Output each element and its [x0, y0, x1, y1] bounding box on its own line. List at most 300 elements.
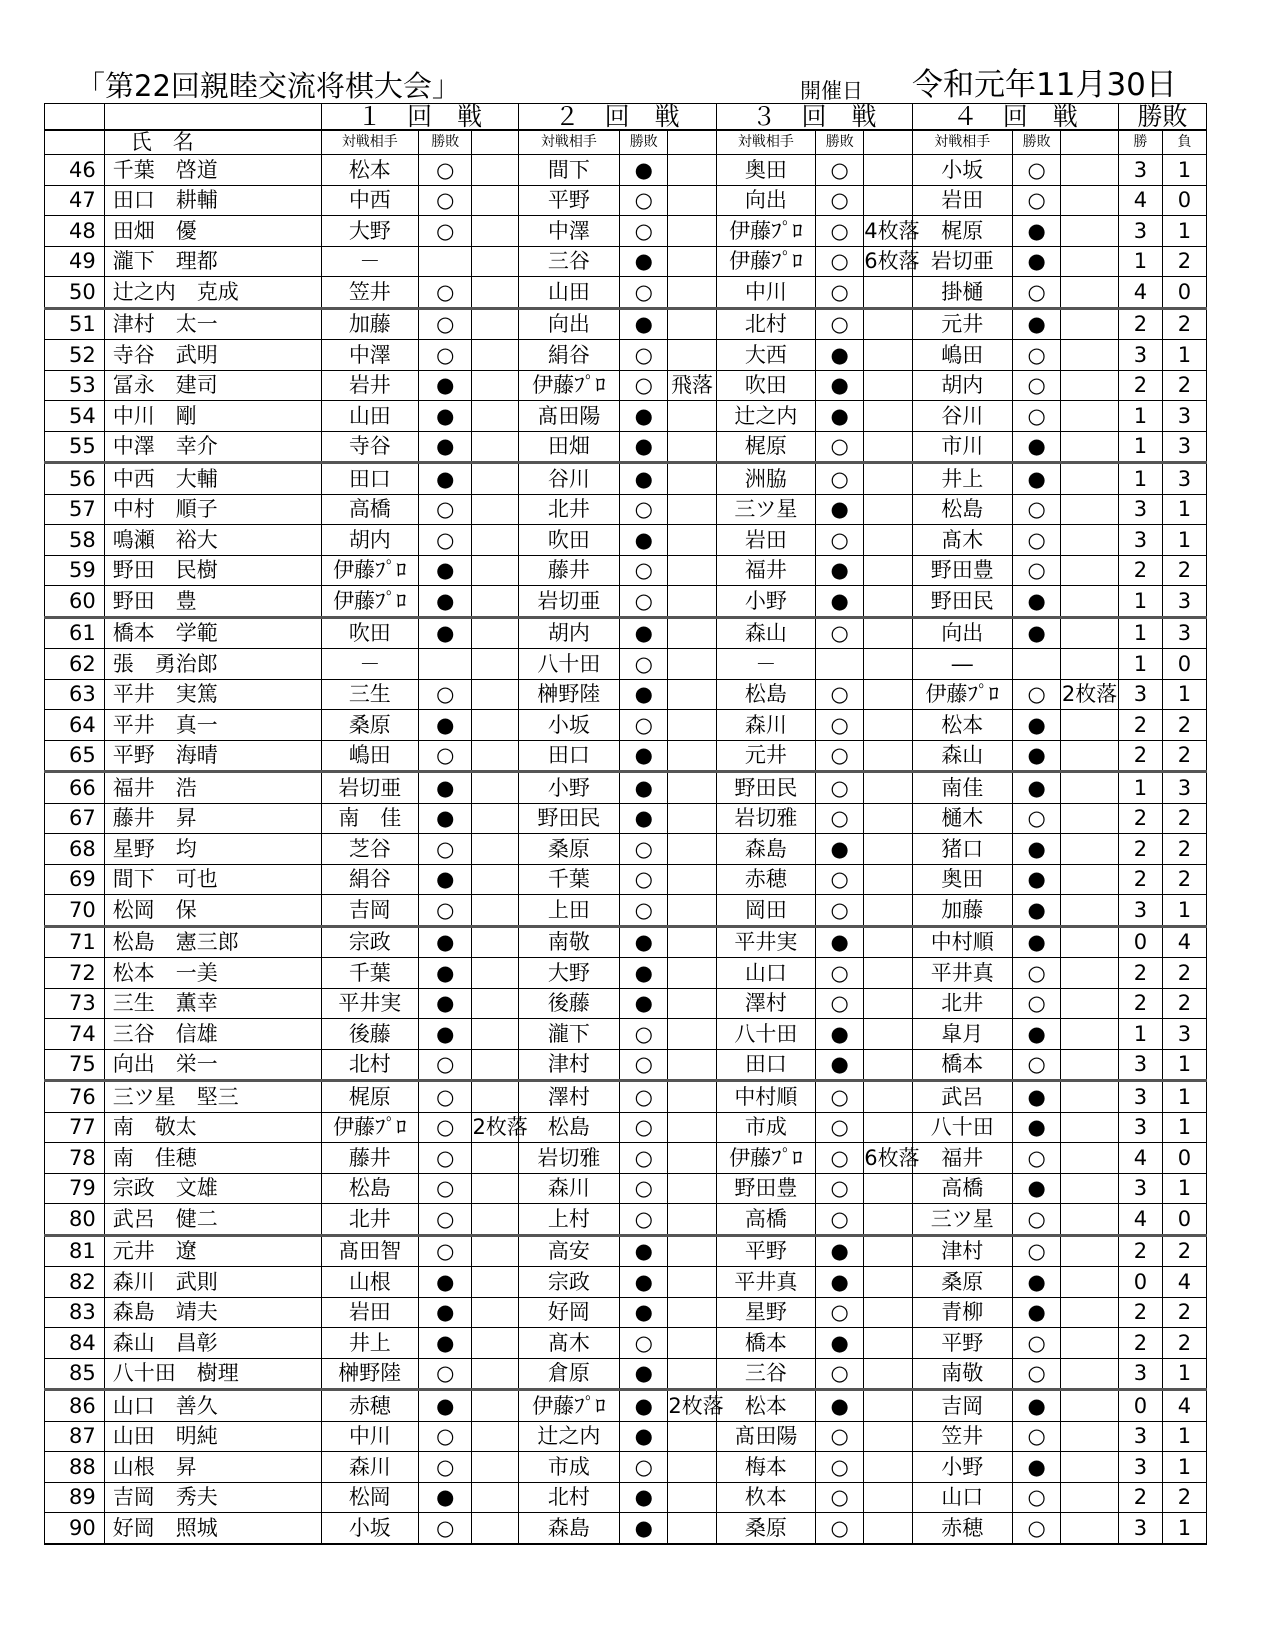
handicap-note	[472, 1328, 518, 1359]
opponent-cell: 森島	[716, 834, 816, 865]
handicap-note	[472, 1297, 518, 1328]
result-header: 勝敗	[1013, 130, 1061, 155]
table-row	[45, 679, 1207, 710]
handicap-note	[472, 895, 518, 927]
handicap-note	[472, 958, 518, 989]
losses-cell: 2	[1162, 1235, 1206, 1267]
result-mark: ●	[620, 1390, 668, 1422]
header-blank	[472, 130, 518, 155]
opponent-cell: 奥田	[912, 864, 1013, 895]
handicap-note	[1061, 649, 1119, 680]
result-header: 勝敗	[620, 130, 668, 155]
wins-cell: 3	[1118, 1421, 1162, 1452]
wins-cell: 3	[1118, 679, 1162, 710]
opponent-cell: 榊野陸	[518, 679, 620, 710]
result-mark: ●	[620, 1513, 668, 1544]
result-mark: ●	[419, 958, 472, 989]
handicap-note	[472, 1482, 518, 1513]
handicap-note	[668, 1143, 716, 1174]
opponent-cell: 津村	[518, 1049, 620, 1081]
table-row	[45, 1173, 1207, 1204]
opponent-cell: 市川	[912, 431, 1013, 463]
player-name: 中澤 幸介	[104, 431, 321, 463]
handicap-note	[668, 679, 716, 710]
opponent-cell: 北村	[321, 1049, 418, 1081]
result-mark: ●	[816, 1390, 864, 1422]
player-number: 78	[45, 1143, 105, 1174]
opponent-cell: 松本	[912, 710, 1013, 741]
player-number: 80	[45, 1204, 105, 1236]
handicap-note	[472, 1143, 518, 1174]
player-name: 平野 海晴	[104, 740, 321, 772]
handicap-note	[864, 1204, 912, 1236]
result-mark: ○	[816, 1482, 864, 1513]
name-header: 氏 名	[104, 130, 321, 155]
opponent-cell: 向出	[912, 617, 1013, 649]
handicap-note	[472, 155, 518, 186]
opponent-cell: 梶原	[716, 431, 816, 463]
handicap-note	[864, 895, 912, 927]
opponent-cell: 向出	[518, 308, 620, 340]
handicap-note	[864, 463, 912, 495]
result-mark: ○	[620, 1019, 668, 1050]
handicap-note	[1061, 586, 1119, 618]
losses-cell: 2	[1162, 246, 1206, 277]
handicap-note	[668, 864, 716, 895]
player-number: 50	[45, 277, 105, 309]
table-row	[45, 155, 1207, 186]
result-mark: ●	[620, 155, 668, 186]
opponent-cell: 奥田	[716, 155, 816, 186]
handicap-note	[668, 463, 716, 495]
table-row	[45, 1049, 1207, 1081]
player-name: 間下 可也	[104, 864, 321, 895]
handicap-note	[668, 649, 716, 680]
player-name: 瀧下 理都	[104, 246, 321, 277]
result-mark: ○	[1013, 1328, 1061, 1359]
handicap-note	[668, 958, 716, 989]
result-mark: ○	[1013, 155, 1061, 186]
opponent-cell: 髙田陽	[518, 401, 620, 432]
opponent-cell: 加藤	[912, 895, 1013, 927]
handicap-note: 飛落	[668, 370, 716, 401]
opponent-cell: 松本	[716, 1390, 816, 1422]
result-mark: ○	[816, 463, 864, 495]
opponent-cell: 森川	[321, 1452, 418, 1483]
player-number: 86	[45, 1390, 105, 1422]
player-name: 森島 靖夫	[104, 1297, 321, 1328]
opponent-cell: 赤穂	[716, 864, 816, 895]
result-mark: ●	[816, 1267, 864, 1298]
result-mark: ●	[816, 926, 864, 958]
result-mark: ●	[419, 401, 472, 432]
result-mark: ●	[1013, 308, 1061, 340]
player-name: 向出 栄一	[104, 1049, 321, 1081]
result-mark: ○	[816, 1297, 864, 1328]
handicap-note	[864, 679, 912, 710]
handicap-note	[1061, 958, 1119, 989]
handicap-note	[668, 555, 716, 586]
result-mark: ○	[816, 277, 864, 309]
handicap-note	[1061, 1421, 1119, 1452]
player-number: 66	[45, 772, 105, 804]
table-row	[45, 431, 1207, 463]
result-mark: ○	[419, 216, 472, 247]
player-number: 46	[45, 155, 105, 186]
opponent-cell: 大西	[716, 340, 816, 371]
result-mark: ●	[1013, 1081, 1061, 1113]
handicap-note	[1061, 617, 1119, 649]
handicap-note	[472, 864, 518, 895]
opponent-cell: 三ツ星	[912, 1204, 1013, 1236]
result-mark: ○	[620, 586, 668, 618]
wins-cell: 1	[1118, 649, 1162, 680]
opponent-cell: 梅本	[716, 1452, 816, 1483]
opponent-cell: 宗政	[321, 926, 418, 958]
wins-cell: 3	[1118, 1173, 1162, 1204]
handicap-note	[668, 494, 716, 525]
table-row	[45, 895, 1207, 927]
result-mark: ○	[419, 740, 472, 772]
opponent-cell: 森川	[716, 710, 816, 741]
handicap-note	[472, 1204, 518, 1236]
table-row	[45, 958, 1207, 989]
losses-cell: 1	[1162, 1173, 1206, 1204]
result-mark: ○	[816, 216, 864, 247]
opponent-cell: 寺谷	[321, 431, 418, 463]
losses-cell: 2	[1162, 803, 1206, 834]
handicap-note	[864, 864, 912, 895]
handicap-note	[1061, 494, 1119, 525]
header-blank	[864, 130, 912, 155]
result-mark: ○	[816, 1452, 864, 1483]
opponent-cell: 三谷	[716, 1358, 816, 1390]
handicap-note	[1061, 1482, 1119, 1513]
result-mark: ○	[620, 1049, 668, 1081]
wins-cell: 2	[1118, 864, 1162, 895]
opponent-cell: 松島	[716, 679, 816, 710]
result-mark: ○	[620, 340, 668, 371]
opponent-cell: 桑原	[912, 1267, 1013, 1298]
wins-cell: 1	[1118, 431, 1162, 463]
opponent-cell: 小坂	[912, 155, 1013, 186]
opponent-cell: 加藤	[321, 308, 418, 340]
player-number: 76	[45, 1081, 105, 1113]
opponent-cell: 平井真	[912, 958, 1013, 989]
record-header: 勝敗	[1118, 104, 1206, 131]
result-mark: ●	[419, 617, 472, 649]
opponent-cell: 小野	[716, 586, 816, 618]
opponent-cell: 北井	[321, 1204, 418, 1236]
result-mark: ○	[620, 1112, 668, 1143]
player-number: 87	[45, 1421, 105, 1452]
player-number: 57	[45, 494, 105, 525]
opponent-cell: 岩切亜	[518, 586, 620, 618]
opponent-cell: 野田民	[716, 772, 816, 804]
opponent-cell: 間下	[518, 155, 620, 186]
wins-cell: 1	[1118, 772, 1162, 804]
result-mark: ○	[620, 216, 668, 247]
result-mark: ●	[1013, 246, 1061, 277]
handicap-note	[1061, 246, 1119, 277]
handicap-note	[472, 617, 518, 649]
handicap-note	[1061, 1390, 1119, 1422]
wins-cell: 3	[1118, 1112, 1162, 1143]
result-mark: ○	[620, 1081, 668, 1113]
result-mark: ●	[816, 586, 864, 618]
opponent-cell: 中村順	[912, 926, 1013, 958]
handicap-note	[864, 1328, 912, 1359]
handicap-note	[668, 431, 716, 463]
opponent-cell: 岩田	[912, 185, 1013, 216]
result-mark: ●	[816, 1049, 864, 1081]
losses-cell: 3	[1162, 431, 1206, 463]
handicap-note	[864, 308, 912, 340]
opponent-cell: 樋木	[912, 803, 1013, 834]
handicap-note	[472, 185, 518, 216]
handicap-note	[864, 803, 912, 834]
result-mark: ○	[419, 679, 472, 710]
handicap-note	[1061, 1049, 1119, 1081]
wins-cell: 3	[1118, 895, 1162, 927]
opponent-cell: 野田豊	[912, 555, 1013, 586]
opponent-cell: 中西	[321, 185, 418, 216]
opponent-cell: 田口	[321, 463, 418, 495]
handicap-note	[472, 1390, 518, 1422]
wins-cell: 2	[1118, 1482, 1162, 1513]
wins-cell: 2	[1118, 555, 1162, 586]
table-row	[45, 803, 1207, 834]
handicap-note	[864, 1081, 912, 1113]
player-number: 53	[45, 370, 105, 401]
handicap-note	[472, 772, 518, 804]
handicap-note	[472, 926, 518, 958]
result-mark: ●	[419, 586, 472, 618]
opponent-cell: 岩切亜	[912, 246, 1013, 277]
player-number: 81	[45, 1235, 105, 1267]
result-mark: ○	[620, 370, 668, 401]
opponent-cell: 上村	[518, 1204, 620, 1236]
player-name: 森山 昌彰	[104, 1328, 321, 1359]
handicap-note	[1061, 1452, 1119, 1483]
table-row	[45, 649, 1207, 680]
result-mark: ○	[620, 710, 668, 741]
result-mark: ●	[620, 1482, 668, 1513]
handicap-note	[1061, 370, 1119, 401]
handicap-note	[668, 277, 716, 309]
player-name: 平井 真一	[104, 710, 321, 741]
player-number: 59	[45, 555, 105, 586]
handicap-note	[1061, 1019, 1119, 1050]
result-mark: ○	[620, 494, 668, 525]
table-row	[45, 494, 1207, 525]
table-row	[45, 864, 1207, 895]
handicap-note	[472, 277, 518, 309]
player-name: 藤井 昇	[104, 803, 321, 834]
wins-cell: 4	[1118, 277, 1162, 309]
opponent-cell: 南敬	[912, 1358, 1013, 1390]
handicap-note	[864, 988, 912, 1019]
handicap-note	[864, 1513, 912, 1544]
handicap-note	[864, 525, 912, 556]
round-1-header: １ 回 戦	[321, 104, 518, 131]
losses-cell: 0	[1162, 185, 1206, 216]
wins-cell: 3	[1118, 525, 1162, 556]
result-mark: ●	[1013, 216, 1061, 247]
handicap-note	[1061, 431, 1119, 463]
opponent-cell: 芝谷	[321, 834, 418, 865]
opponent-cell: 井上	[321, 1328, 418, 1359]
result-mark: ●	[1013, 463, 1061, 495]
handicap-note	[668, 988, 716, 1019]
opponent-cell: 八十田	[716, 1019, 816, 1050]
result-mark: ●	[419, 1267, 472, 1298]
handicap-note	[668, 401, 716, 432]
result-mark: ●	[620, 740, 668, 772]
result-mark: ○	[419, 1421, 472, 1452]
losses-cell: 0	[1162, 649, 1206, 680]
losses-cell: 1	[1162, 895, 1206, 927]
handicap-note	[1061, 277, 1119, 309]
opponent-cell: 髙木	[912, 525, 1013, 556]
player-name: 元井 遼	[104, 1235, 321, 1267]
opponent-cell: 吉岡	[321, 895, 418, 927]
handicap-note	[472, 1267, 518, 1298]
player-number: 55	[45, 431, 105, 463]
opponent-cell: 辻之内	[518, 1421, 620, 1452]
player-number: 56	[45, 463, 105, 495]
wins-cell: 0	[1118, 1390, 1162, 1422]
handicap-note	[472, 1421, 518, 1452]
player-name: 野田 民樹	[104, 555, 321, 586]
result-mark: ●	[620, 431, 668, 463]
opponent-cell: 三谷	[518, 246, 620, 277]
handicap-note	[1061, 525, 1119, 556]
handicap-note	[472, 1235, 518, 1267]
player-name: 八十田 樹理	[104, 1358, 321, 1390]
player-number: 52	[45, 340, 105, 371]
opponent-cell: 岩切雅	[716, 803, 816, 834]
opponent-cell: 中澤	[321, 340, 418, 371]
opponent-cell: 吹田	[518, 525, 620, 556]
handicap-note	[1061, 340, 1119, 371]
opponent-cell: 福井	[912, 1143, 1013, 1174]
handicap-note	[864, 155, 912, 186]
player-number: 71	[45, 926, 105, 958]
wins-cell: 2	[1118, 370, 1162, 401]
wins-cell: 1	[1118, 617, 1162, 649]
handicap-note	[668, 216, 716, 247]
opponent-cell: ―	[912, 649, 1013, 680]
result-mark: ○	[816, 772, 864, 804]
wins-cell: 3	[1118, 494, 1162, 525]
opponent-cell: 中澤	[518, 216, 620, 247]
result-mark: ○	[816, 1081, 864, 1113]
result-mark: ○	[1013, 555, 1061, 586]
losses-cell: 2	[1162, 308, 1206, 340]
header-blank	[45, 104, 105, 131]
handicap-note	[668, 710, 716, 741]
result-mark: ●	[620, 958, 668, 989]
wins-cell: 2	[1118, 1235, 1162, 1267]
wins-cell: 2	[1118, 710, 1162, 741]
wins-cell: 1	[1118, 401, 1162, 432]
opponent-cell: 澤村	[518, 1081, 620, 1113]
wins-cell: 2	[1118, 308, 1162, 340]
opponent-cell: 桑原	[518, 834, 620, 865]
losses-cell: 4	[1162, 1390, 1206, 1422]
handicap-note	[668, 1328, 716, 1359]
player-number: 70	[45, 895, 105, 927]
handicap-note	[1061, 834, 1119, 865]
losses-cell: 1	[1162, 1081, 1206, 1113]
result-header: 勝敗	[419, 130, 472, 155]
handicap-note	[668, 1267, 716, 1298]
header-blank	[104, 104, 321, 131]
result-mark	[1013, 649, 1061, 680]
losses-cell: 3	[1162, 401, 1206, 432]
handicap-note	[1061, 1358, 1119, 1390]
handicap-note	[1061, 155, 1119, 186]
result-mark: ○	[1013, 1204, 1061, 1236]
losses-cell: 4	[1162, 926, 1206, 958]
result-mark: ○	[816, 617, 864, 649]
opponent-cell: 大野	[518, 958, 620, 989]
result-mark: ●	[1013, 895, 1061, 927]
handicap-note	[1061, 988, 1119, 1019]
result-mark: ○	[816, 895, 864, 927]
opponent-cell: 中川	[716, 277, 816, 309]
opponent-cell: 星野	[716, 1297, 816, 1328]
table-row	[45, 1267, 1207, 1298]
losses-cell: 1	[1162, 1049, 1206, 1081]
handicap-note	[864, 772, 912, 804]
wins-cell: 3	[1118, 340, 1162, 371]
result-mark: ●	[816, 1328, 864, 1359]
round-3-header: ３ 回 戦	[716, 104, 912, 131]
wins-cell: 3	[1118, 155, 1162, 186]
result-mark	[419, 649, 472, 680]
table-row	[45, 1513, 1207, 1544]
wins-cell: 2	[1118, 803, 1162, 834]
table-row	[45, 710, 1207, 741]
table-row	[45, 740, 1207, 772]
handicap-note	[668, 926, 716, 958]
handicap-note	[668, 1358, 716, 1390]
table-row	[45, 926, 1207, 958]
handicap-note	[472, 494, 518, 525]
player-number: 48	[45, 216, 105, 247]
result-mark: ●	[620, 1421, 668, 1452]
handicap-note	[864, 1267, 912, 1298]
losses-header: 負	[1162, 130, 1206, 155]
handicap-note	[668, 1173, 716, 1204]
handicap-note	[1061, 1081, 1119, 1113]
table-row	[45, 1081, 1207, 1113]
handicap-note	[668, 1112, 716, 1143]
result-mark: ○	[1013, 1235, 1061, 1267]
player-name: 中村 順子	[104, 494, 321, 525]
result-mark: ○	[816, 710, 864, 741]
wins-header: 勝	[1118, 130, 1162, 155]
opponent-cell: 谷川	[912, 401, 1013, 432]
opponent-cell: 向出	[716, 185, 816, 216]
opponent-cell: 岩切亜	[321, 772, 418, 804]
header-blank	[45, 130, 105, 155]
result-mark: ●	[419, 370, 472, 401]
opponent-cell: 小野	[912, 1452, 1013, 1483]
opponent-cell: 松島	[321, 1173, 418, 1204]
